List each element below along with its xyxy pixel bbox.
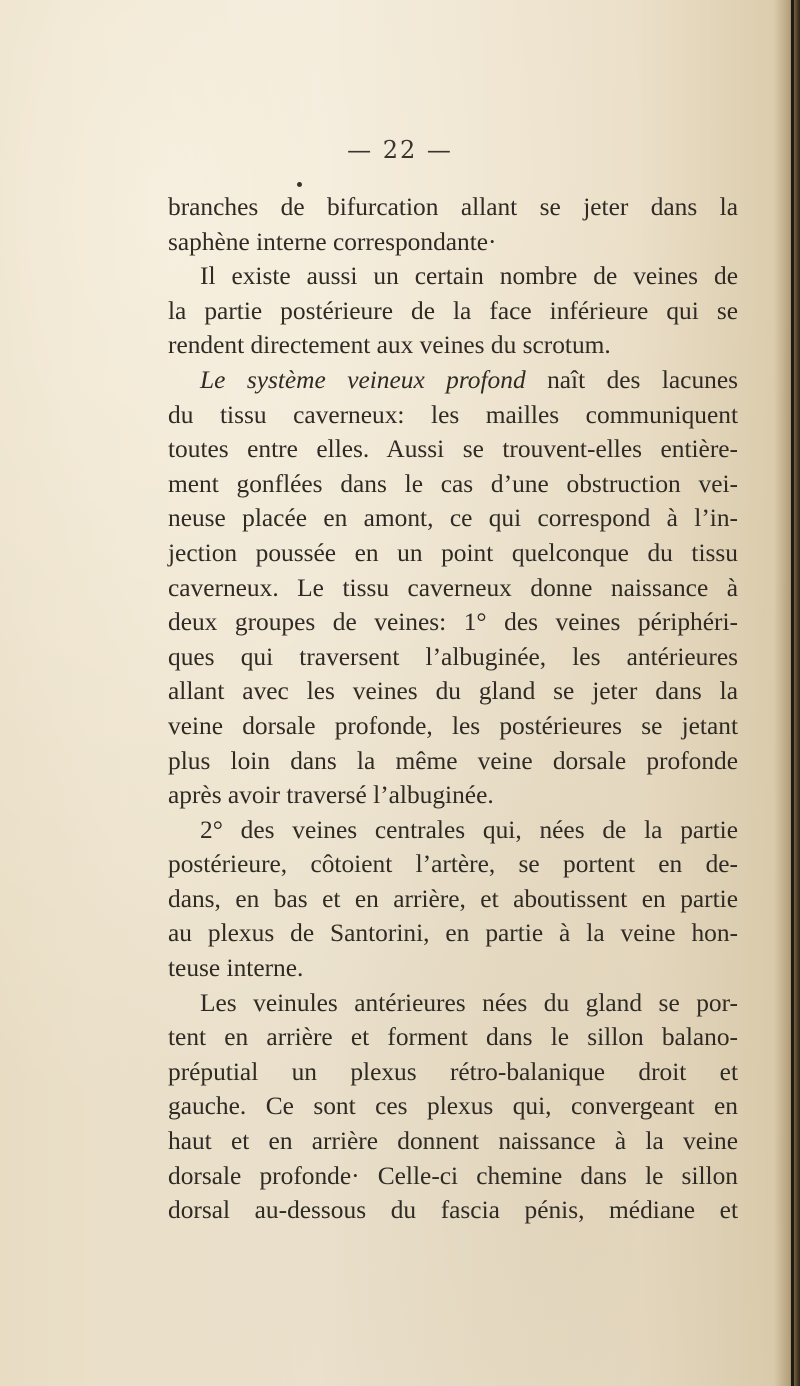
text-line: haut et en arrière donnent naissance à la veine — [168, 1127, 738, 1156]
text-line: rendent directement aux veines du scrotum. — [168, 331, 611, 360]
italic-heading: Le système veineux profond — [200, 365, 526, 394]
text-line: la partie postérieure de la face inférieure qui se — [168, 296, 738, 325]
text-line: saphène interne correspondante· — [168, 227, 497, 256]
text-line: deux groupes de veines: 1° des veines périphéri- — [168, 608, 738, 637]
text-line: dans, en bas et en arrière, et aboutissent en partie — [168, 884, 738, 913]
text-line: toutes entre elles. Aussi se trouvent-elles entière- — [168, 435, 738, 464]
text-line: postérieure, côtoient l’artère, se portent en de- — [168, 850, 738, 879]
text-line: préputial un plexus rétro-balanique droit et — [168, 1057, 738, 1086]
text-line-rest: naît des lacunes — [525, 365, 738, 394]
text-line: dorsal au-dessous du fascia pénis, médiane et — [168, 1196, 738, 1225]
text-line: au plexus de Santorini, en partie à la veine hon- — [168, 919, 738, 948]
page-number: — 22 — — [347, 136, 453, 164]
page-edge-shadow — [774, 0, 800, 1386]
text-line: plus loin dans la même veine dorsale profonde — [168, 746, 738, 775]
page-edge-line — [791, 0, 794, 1386]
text-line: ment gonflées dans le cas d’une obstruction vei- — [168, 469, 738, 498]
text-line: allant avec les veines du gland se jeter dans la — [168, 677, 738, 706]
text-line: du tissu caverneux: les mailles communiquent — [168, 400, 738, 429]
text-line: 2° des veines centrales qui, nées de la partie — [200, 815, 738, 844]
text-line: Il existe aussi un certain nombre de veines de — [200, 262, 738, 291]
text-line: branches de bifurcation allant se jeter dans la — [168, 193, 738, 221]
text-line: neuse placée en amont, ce qui correspond à l’in- — [168, 504, 738, 533]
text-line: jection poussée en un point quelconque du tissu — [168, 538, 738, 567]
text-line: caverneux. Le tissu caverneux donne naissance à — [168, 573, 738, 602]
text-line: Les veinules antérieures nées du gland se por- — [200, 988, 738, 1017]
body-text — [168, 190, 738, 1228]
text-line: ques qui traversent l’albuginée, les antérieures — [168, 642, 738, 671]
text-line: tent en arrière et forment dans le sillon balano- — [168, 1023, 738, 1052]
text-line: après avoir traversé l’albuginée. — [168, 781, 494, 810]
text-line: veine dorsale profonde, les postérieures se jetant — [168, 711, 738, 740]
text-line-mixed — [168, 363, 738, 398]
text-line: teuse interne. — [168, 954, 304, 983]
text-line: dorsale profonde· Celle-ci chemine dans le sillon — [168, 1161, 738, 1190]
ink-speck — [297, 182, 302, 187]
text-line: gauche. Ce sont ces plexus qui, convergeant en — [168, 1092, 738, 1121]
